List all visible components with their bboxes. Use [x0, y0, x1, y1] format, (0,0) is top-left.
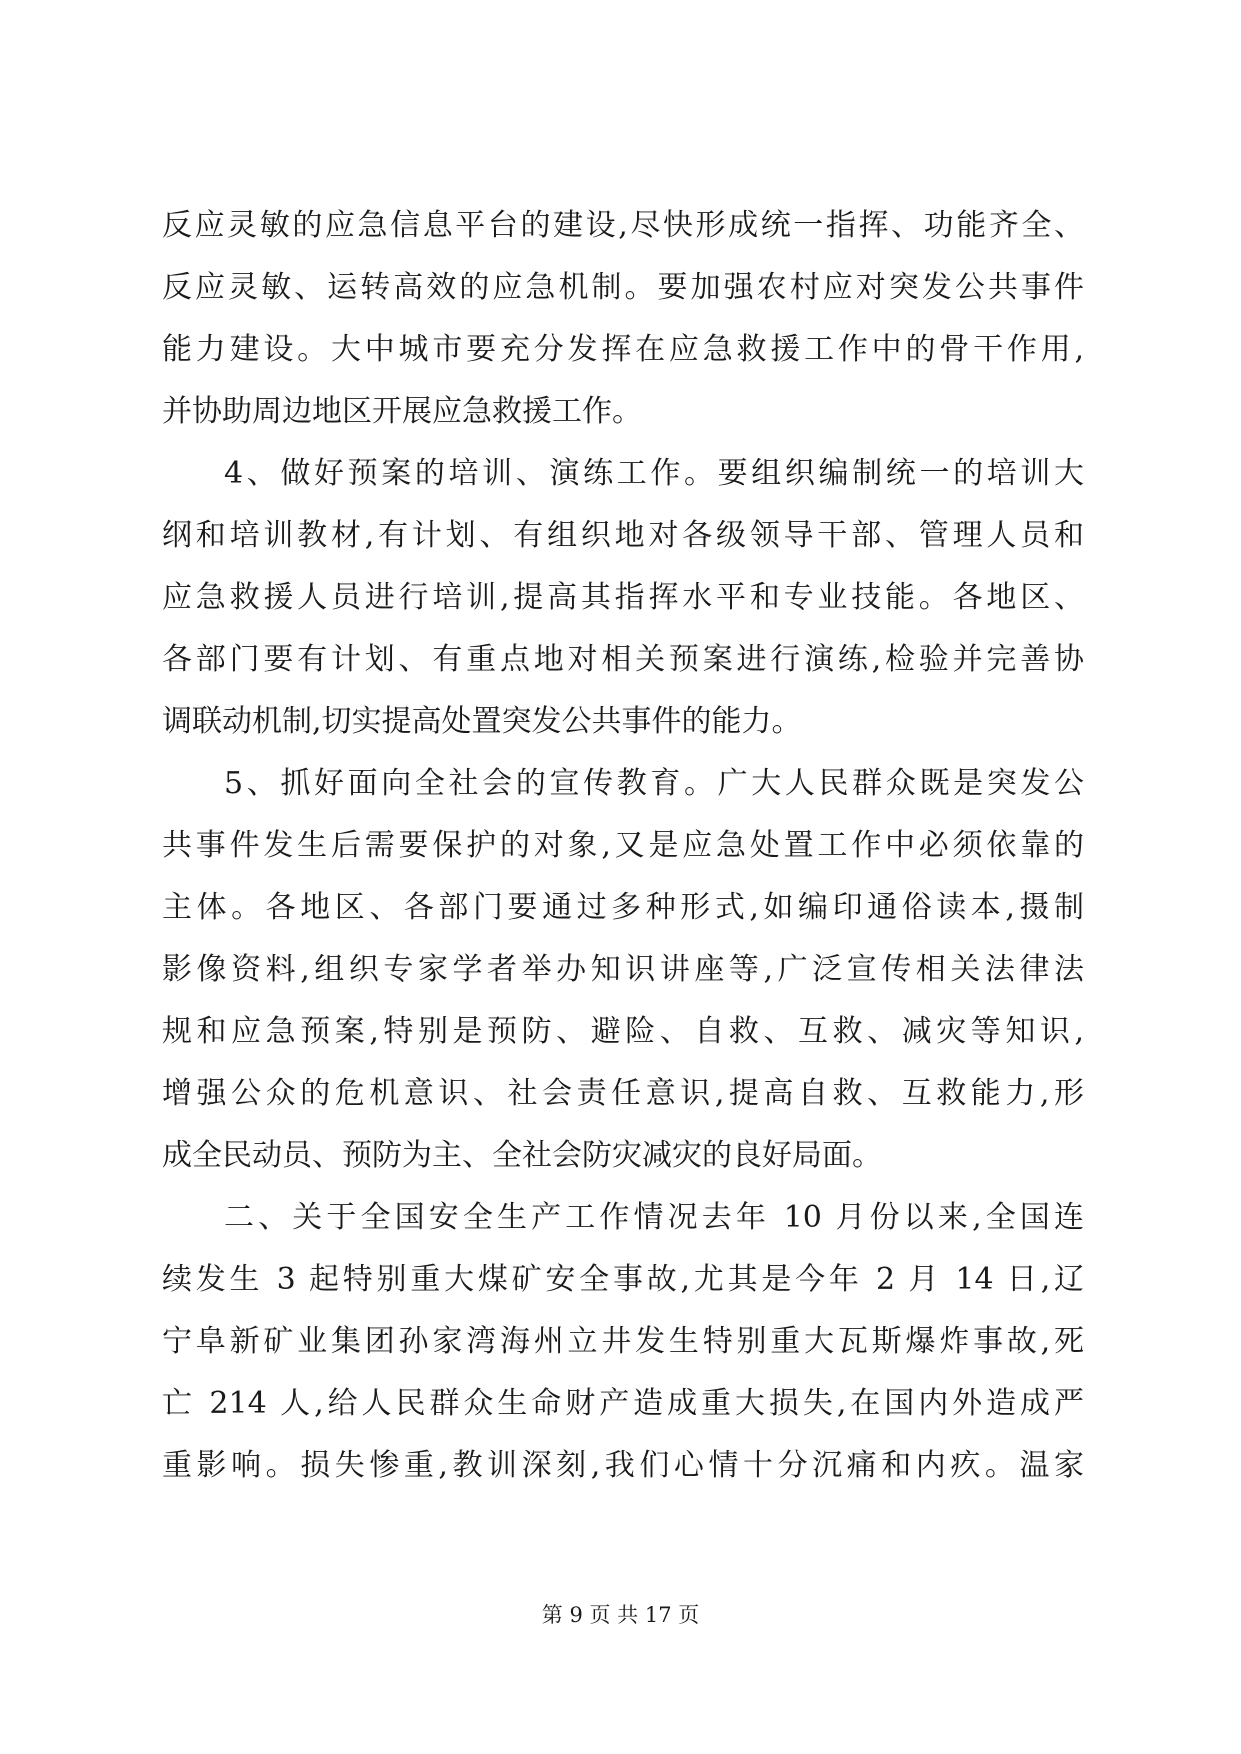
text-line: 影像资料,组织专家学者举办知识讲座等,广泛宣传相关法律法 [162, 952, 1084, 987]
page-number-footer: 第 9 页 共 17 页 [541, 1603, 700, 1627]
text-line: 成全民动员、预防为主、全社会防灾减灾的良好局面。 [162, 1138, 882, 1173]
text-line: 应急救援人员进行培训,提高其指挥水平和专业技能。各地区、 [162, 580, 1084, 615]
text-line: 纲和培训教材,有计划、有组织地对各级领导干部、管理人员和 [162, 518, 1084, 553]
text-line: 反应灵敏、运转高效的应急机制。要加强农村应对突发公共事件 [162, 270, 1084, 305]
text-line: 宁阜新矿业集团孙家湾海州立井发生特别重大瓦斯爆炸事故,死 [162, 1324, 1084, 1359]
text-line: 调联动机制,切实提高处置突发公共事件的能力。 [162, 704, 802, 739]
document-body [162, 195, 1084, 1497]
text-line: 共事件发生后需要保护的对象,又是应急处置工作中必须依靠的 [162, 828, 1084, 863]
text-line: 反应灵敏的应急信息平台的建设,尽快形成统一指挥、功能齐全、 [162, 208, 1084, 243]
text-line: 亡 214 人,给人民群众生命财产造成重大损失,在国内外造成严 [162, 1386, 1084, 1421]
text-line: 主体。各地区、各部门要通过多种形式,如编印通俗读本,摄制 [162, 890, 1084, 925]
text-line: 并协助周边地区开展应急救援工作。 [162, 394, 642, 429]
text-line: 增强公众的危机意识、社会责任意识,提高自救、互救能力,形 [162, 1076, 1084, 1111]
paragraph-first-line: 5、抓好面向全社会的宣传教育。广大人民群众既是突发公 [224, 766, 1084, 801]
text-line: 重影响。损失惨重,教训深刻,我们心情十分沉痛和内疚。温家 [162, 1448, 1084, 1483]
paragraph-first-line: 4、做好预案的培训、演练工作。要组织编制统一的培训大 [224, 456, 1084, 491]
text-line: 规和应急预案,特别是预防、避险、自救、互救、减灾等知识, [162, 1014, 1084, 1049]
text-line: 各部门要有计划、有重点地对相关预案进行演练,检验并完善协 [162, 642, 1084, 677]
paragraph-first-line: 二、关于全国安全生产工作情况去年 10 月份以来,全国连 [224, 1200, 1084, 1235]
text-line: 能力建设。大中城市要充分发挥在应急救援工作中的骨干作用, [162, 332, 1084, 367]
text-line: 续发生 3 起特别重大煤矿安全事故,尤其是今年 2 月 14 日,辽 [162, 1262, 1084, 1297]
